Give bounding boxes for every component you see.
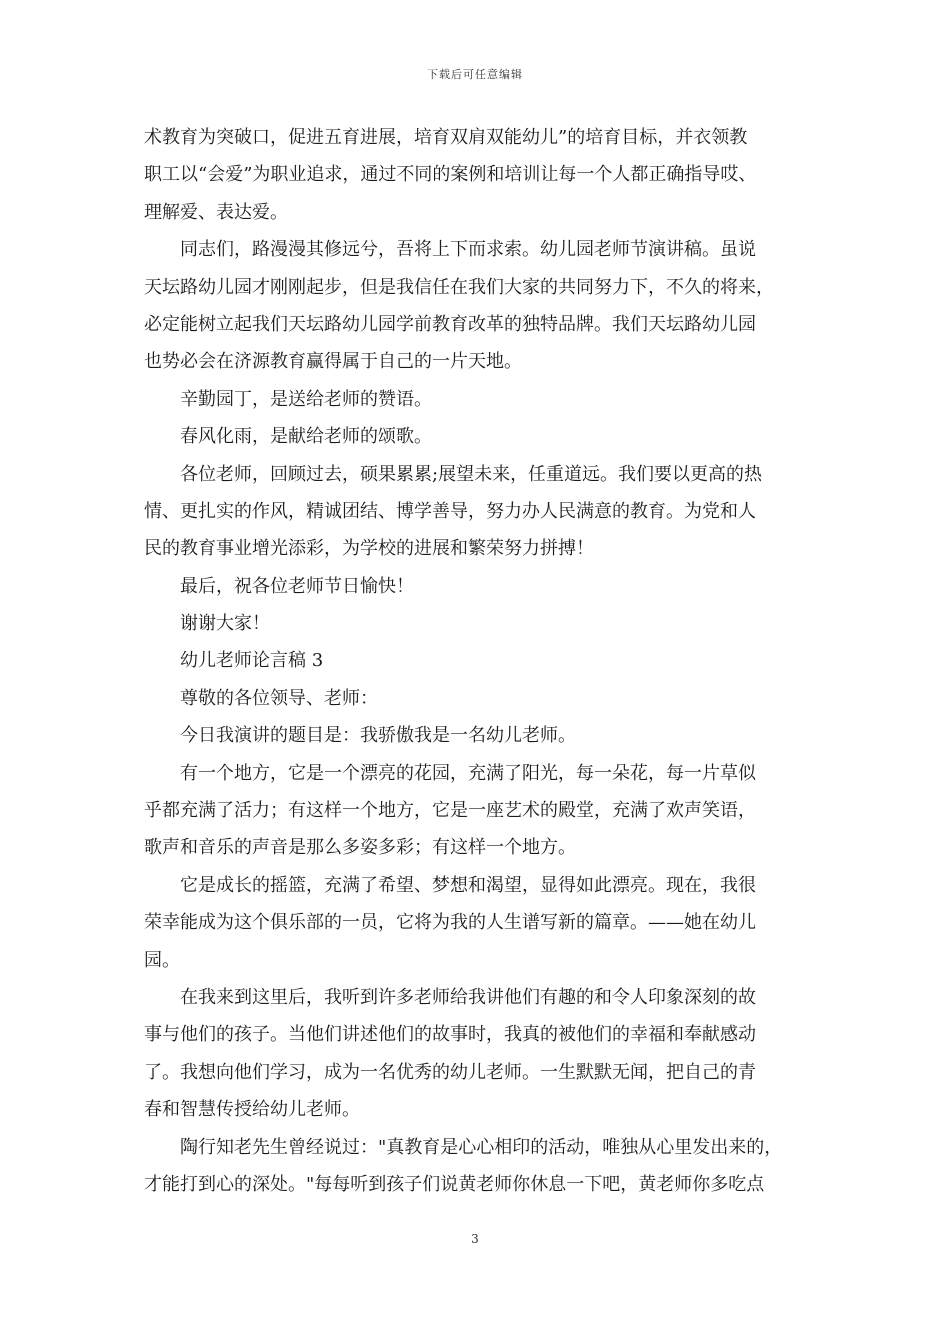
- page-header: 下载后可任意编辑: [427, 68, 523, 81]
- text-line: 园。: [144, 949, 180, 971]
- text-line: 幼儿老师论言稿 3: [180, 650, 324, 672]
- text-line: 今日我演讲的题目是：我骄傲我是一名幼儿老师。: [180, 725, 576, 747]
- text-line: 术教育为突破口，促进五育进展，培育双肩双能幼儿”的培育目标，并衣领教: [144, 127, 748, 148]
- text-line: 天坛路幼儿园才刚刚起步，但是我信任在我们大家的共同努力下，不久的将来，: [144, 276, 774, 298]
- text-line: 同志们，路漫漫其修远兮，吾将上下而求索。幼儿园老师节演讲稿。虽说: [180, 239, 756, 261]
- text-line: 最后，祝各位老师节日愉快！: [180, 575, 414, 597]
- text-line: 了。我想向他们学习，成为一名优秀的幼儿老师。一生默默无闻，把自己的青: [144, 1061, 756, 1083]
- text-line: 也势必会在济源教育赢得属于自己的一片天地。: [144, 351, 522, 373]
- text-line: 乎都充满了活力；有这样一个地方，它是一座艺术的殿堂，充满了欢声笑语，: [144, 800, 756, 822]
- text-line: 在我来到这里后，我听到许多老师给我讲他们有趣的和令人印象深刻的故: [180, 986, 756, 1008]
- text-line: 职工以“会爱”为职业追求，通过不同的案例和培训让每一个人都正确指导哎、: [144, 164, 757, 186]
- text-line: 情、更扎实的作风，精诚团结、博学善导，努力办人民满意的教育。为党和人: [144, 500, 756, 522]
- text-line: 有一个地方，它是一个漂亮的花园，充满了阳光，每一朵花，每一片草似: [180, 762, 756, 784]
- text-line: 春和智慧传授给幼儿老师。: [144, 1099, 360, 1121]
- text-line: 谢谢大家！: [180, 613, 270, 635]
- text-line: 事与他们的孩子。当他们讲述他们的故事时，我真的被他们的幸福和奉献感动: [144, 1024, 756, 1046]
- page-number: 3: [471, 1232, 479, 1246]
- text-line: 尊敬的各位领导、老师：: [180, 687, 378, 709]
- text-line: 辛勤园丁，是送给老师的赞语。: [180, 388, 432, 410]
- text-line: 才能打到心的深处。"每每听到孩子们说黄老师你休息一下吧，黄老师你多吃点: [144, 1173, 765, 1195]
- text-line: 春风化雨，是献给老师的颂歌。: [180, 426, 432, 448]
- text-line: 歌声和音乐的声音是那么多姿多彩；有这样一个地方。: [144, 837, 576, 859]
- text-line: 陶行知老先生曾经说过："真教育是心心相印的活动，唯独从心里发出来的，: [180, 1136, 783, 1158]
- text-line: 理解爱、表达爱。: [144, 201, 288, 223]
- document-body: [144, 119, 810, 1203]
- text-line: 必定能树立起我们天坛路幼儿园学前教育改革的独特品牌。我们天坛路幼儿园: [144, 313, 756, 335]
- text-line: 各位老师，回顾过去，硕果累累;展望未来，任重道远。我们要以更高的热: [180, 463, 763, 485]
- text-line: 它是成长的摇篮，充满了希望、梦想和渴望，显得如此漂亮。现在，我很: [180, 874, 756, 896]
- text-line: 荣幸能成为这个俱乐部的一员，它将为我的人生谱写新的篇章。——她在幼儿: [144, 912, 756, 934]
- text-line: 民的教育事业增光添彩，为学校的进展和繁荣努力拼搏！: [144, 538, 594, 560]
